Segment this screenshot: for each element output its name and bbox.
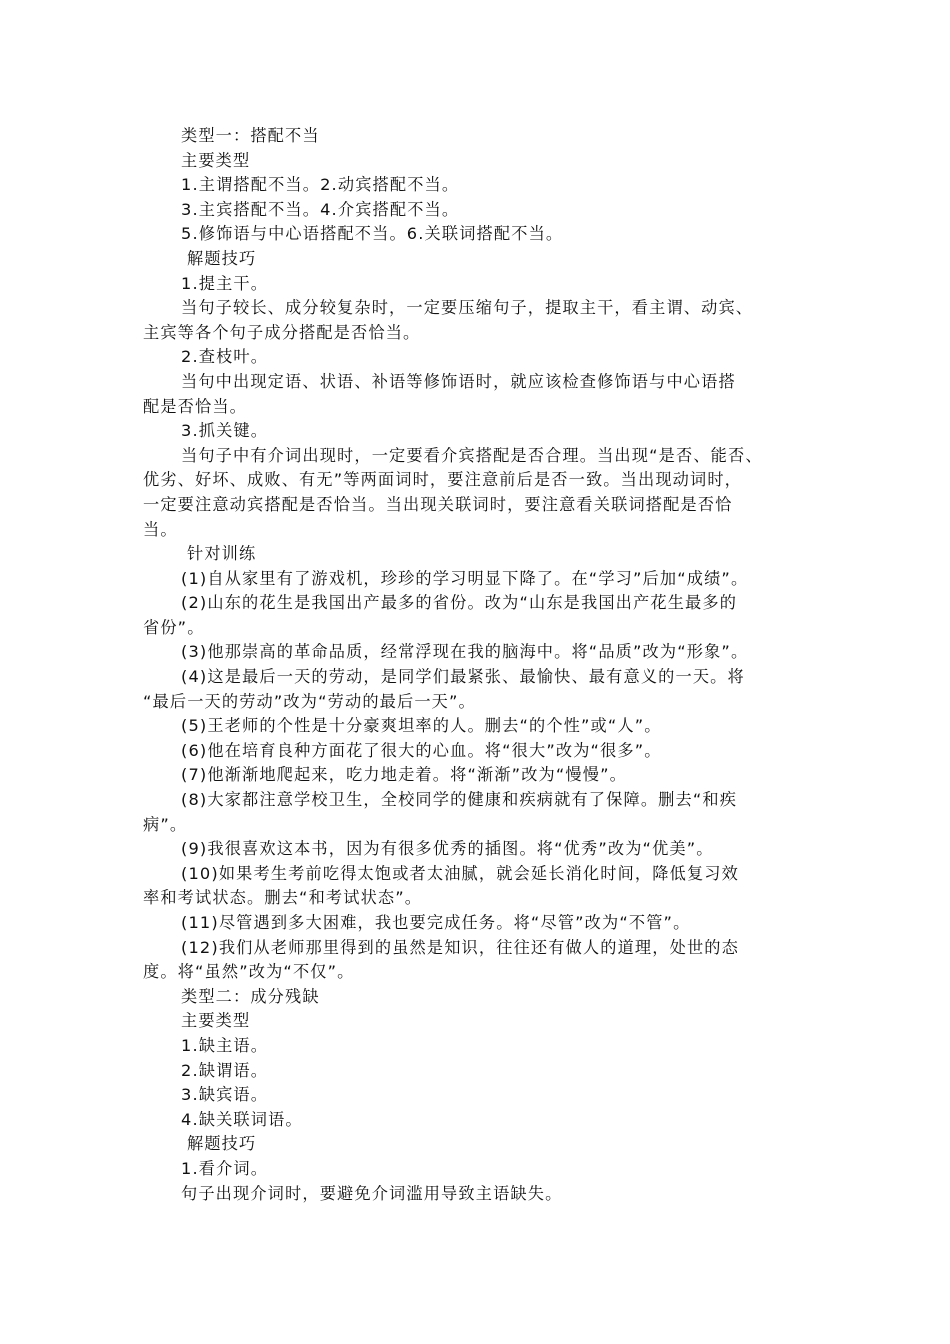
exercise-line: (5)王老师的个性是十分豪爽坦率的人。删去“的个性”或“人”。 bbox=[181, 716, 662, 736]
text-line: 3.抓关键。 bbox=[181, 421, 269, 441]
text-line: 1.提主干。 bbox=[181, 273, 269, 293]
text-line: 1.缺主语。 bbox=[181, 1035, 269, 1055]
exercise-line: 度。将“虽然”改为“不仅”。 bbox=[143, 962, 355, 982]
text-line: 一定要注意动宾搭配是否恰当。当出现关联词时，要注意看关联词搭配是否恰 bbox=[143, 494, 733, 514]
text-line: 优劣、好坏、成败、有无”等两面词时，要注意前后是否一致。当出现动词时， bbox=[143, 470, 743, 490]
exercise-line: (8)大家都注意学校卫生，全校同学的健康和疾病就有了保障。删去“和疾 bbox=[181, 790, 738, 810]
subheading: 主要类型 bbox=[181, 1011, 251, 1031]
subheading: 解题技巧 bbox=[187, 1134, 257, 1154]
exercise-line: (1)自从家里有了游戏机，珍珍的学习明显下降了。在“学习”后加“成绩”。 bbox=[181, 568, 749, 588]
text-line: 主宾等各个句子成分搭配是否恰当。 bbox=[143, 322, 421, 342]
exercise-line: (3)他那崇高的革命品质，经常浮现在我的脑海中。将“品质”改为“形象”。 bbox=[181, 642, 749, 662]
exercise-line: 病”。 bbox=[143, 814, 188, 834]
text-line: 1.主谓搭配不当。2.动宾搭配不当。 bbox=[181, 175, 460, 195]
text-line: 配是否恰当。 bbox=[143, 396, 248, 416]
exercise-line: (2)山东的花生是我国出产最多的省份。改为“山东是我国出产花生最多的 bbox=[181, 593, 738, 613]
text-line: 2.缺谓语。 bbox=[181, 1060, 269, 1080]
text-line: 当句中出现定语、状语、补语等修饰语时，就应该检查修饰语与中心语搭 bbox=[181, 371, 736, 391]
subheading: 解题技巧 bbox=[187, 248, 257, 268]
section-heading: 类型二：成分残缺 bbox=[181, 986, 320, 1006]
exercise-line: (6)他在培育良种方面花了很大的心血。将“很大”改为“很多”。 bbox=[181, 740, 662, 760]
exercise-line: (10)如果考生考前吃得太饱或者太油腻，就会延长消化时间，降低复习效 bbox=[181, 863, 739, 883]
text-line: 3.缺宾语。 bbox=[181, 1085, 269, 1105]
exercise-line: (9)我很喜欢这本书，因为有很多优秀的插图。将“优秀”改为“优美”。 bbox=[181, 839, 714, 859]
exercise-line: (11)尽管遇到多大困难，我也要完成任务。将“尽管”改为“不管”。 bbox=[181, 913, 691, 932]
text-line: 句子出现介词时，要避免介词滥用导致主语缺失。 bbox=[181, 1183, 563, 1203]
text-line: 4.缺关联词语。 bbox=[181, 1109, 303, 1129]
text-line: 当。 bbox=[143, 519, 178, 539]
text-line: 2.查枝叶。 bbox=[181, 347, 269, 367]
exercise-line: 率和考试状态。删去“和考试状态”。 bbox=[143, 888, 423, 908]
section-heading: 类型一：搭配不当 bbox=[181, 126, 320, 145]
text-line: 5.修饰语与中心语搭配不当。6.关联词搭配不当。 bbox=[181, 224, 564, 244]
exercise-line: (12)我们从老师那里得到的虽然是知识，往往还有做人的道理，处世的态 bbox=[181, 937, 739, 957]
text-line: 当句子中有介词出现时，一定要看介宾搭配是否合理。当出现“是否、能否、 bbox=[181, 445, 763, 465]
text-line: 当句子较长、成分较复杂时，一定要压缩句子，提取主干，看主谓、动宾、 bbox=[181, 298, 754, 318]
exercise-line: (4)这是最后一天的劳动，是同学们最紧张、最愉快、最有意义的一天。将 bbox=[181, 667, 745, 687]
exercise-line: “最后一天的劳动”改为“劳动的最后一天”。 bbox=[143, 691, 476, 711]
text-line: 1.看介词。 bbox=[181, 1158, 269, 1178]
exercise-line: 省份”。 bbox=[143, 617, 205, 637]
exercise-line: (7)他渐渐地爬起来，吃力地走着。将“渐渐”改为“慢慢”。 bbox=[181, 765, 627, 785]
subheading: 针对训练 bbox=[187, 544, 257, 564]
text-line: 3.主宾搭配不当。4.介宾搭配不当。 bbox=[181, 199, 460, 219]
subheading: 主要类型 bbox=[181, 150, 251, 170]
